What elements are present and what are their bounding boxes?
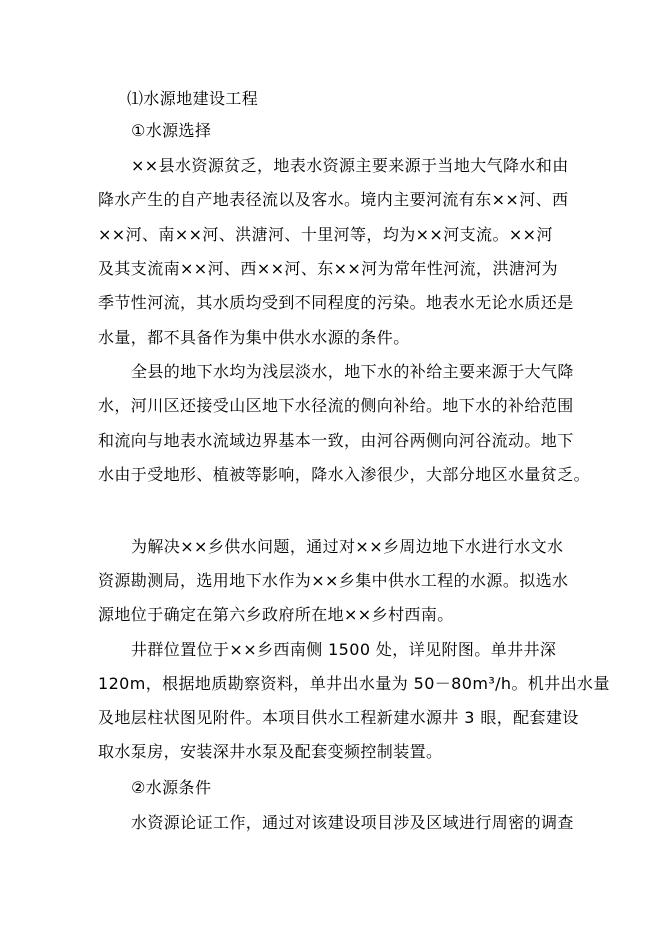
paragraph-line: 源地位于确定在第六乡政府所在地××乡村西南。 — [98, 605, 454, 624]
paragraph-line: 及地层柱状图见附件。本项目供水工程新建水源井 3 眼，配套建设 — [98, 708, 579, 727]
subsection-heading-water-source-selection: ①水源选择 — [131, 121, 212, 140]
paragraph-line: 取水泵房，安装深井水泵及配套变频控制装置。 — [98, 742, 443, 761]
paragraph-line: 井群位置位于××乡西南侧 1500 处，详见附图。单井井深 — [131, 640, 557, 659]
paragraph-line: 水由于受地形、植被等影响，降水入渗很少，大部分地区水量贫乏。 — [98, 465, 591, 484]
paragraph-line: ××河、南××河、洪溏河、十里河等，均为××河支流。××河 — [98, 225, 553, 244]
paragraph-line: 和流向与地表水流域边界基本一致，由河谷两侧向河谷流动。地下 — [98, 431, 574, 450]
section-heading: ⑴水源地建设工程 — [127, 89, 259, 108]
paragraph-line: 资源勘测局，选用地下水作为××乡集中供水工程的水源。拟选水 — [98, 571, 569, 590]
paragraph-line: 全县的地下水均为浅层淡水，地下水的补给主要来源于大气降 — [131, 362, 574, 381]
subsection-heading-water-source-conditions: ②水源条件 — [131, 778, 212, 797]
paragraph-line: 水量，都不具备作为集中供水水源的条件。 — [98, 328, 410, 347]
paragraph-line: 降水产生的自产地表径流以及客水。境内主要河流有东××河、西 — [98, 190, 569, 209]
paragraph-line: 120m，根据地质勘察资料，单井出水量为 50－80m³/h。机井出水量 — [98, 674, 610, 693]
paragraph-line: 及其支流南××河、西××河、东××河为常年性河流，洪溏河为 — [98, 259, 559, 278]
paragraph-line: 季节性河流，其水质均受到不同程度的污染。地表水无论水质还是 — [98, 293, 574, 312]
paragraph-line: 为解决××乡供水问题，通过对××乡周边地下水进行水文水 — [131, 537, 564, 556]
paragraph-line: ××县水资源贫乏，地表水资源主要来源于当地大气降水和由 — [131, 156, 569, 175]
paragraph-line: 水资源论证工作，通过对该建设项目涉及区域进行周密的调查 — [131, 813, 574, 832]
paragraph-line: 水，河川区还接受山区地下水径流的侧向补给。地下水的补给范围 — [98, 396, 574, 415]
